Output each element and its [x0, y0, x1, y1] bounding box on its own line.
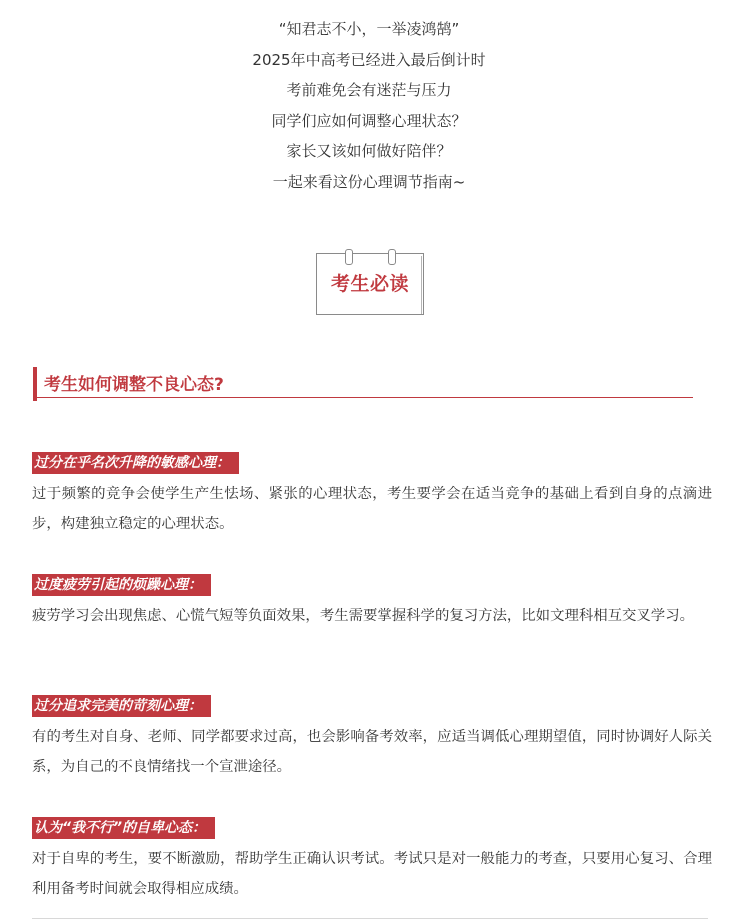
- binder-ring-icon: [345, 249, 353, 265]
- section-header: [33, 367, 693, 405]
- section-accent-bar: [33, 367, 37, 401]
- tip-body: 疲劳学习会出现焦虑、心慌气短等负面效果，考生需要掌握科学的复习方法，比如文理科相互交叉学习。: [32, 608, 694, 624]
- tip-item: [32, 574, 712, 631]
- intro-line: 同学们应如何调整心理状态？: [271, 111, 467, 130]
- section-title: 考生如何调整不良心态?: [44, 375, 224, 395]
- tip-item: [32, 817, 712, 904]
- tip-item: [32, 452, 712, 539]
- tip-body: 过于频繁的竞争会使学生产生怯场、紧张的心理状态，考生要学会在适当竞争的基础上看到自身的点滴进步，构建独立稳定的心理状态。: [32, 486, 712, 532]
- tip-tag: 过分追求完美的苛刻心理：: [32, 695, 211, 717]
- section-underline: [33, 397, 693, 398]
- tip-tag: 过度疲劳引起的烦躁心理：: [32, 574, 211, 596]
- intro-text: [0, 14, 738, 198]
- divider: [32, 918, 708, 919]
- intro-line: 家长又该如何做好陪伴？: [286, 142, 452, 161]
- binder-ring-icon: [388, 249, 396, 265]
- tip-item: [32, 695, 712, 782]
- badge-label: 考生必读: [330, 273, 409, 295]
- tip-body: 有的考生对自身、老师、同学都要求过高，也会影响备考效率，应适当调低心理期望值，同时协调好人际关系，为自己的不良情绪找一个宣泄途径。: [32, 729, 712, 775]
- tip-body: 对于自卑的考生，要不断激励，帮助学生正确认识考试。考试只是对一般能力的考查，只要用心复习、合理利用备考时间就会取得相应成绩。: [32, 851, 712, 897]
- intro-line: 2025年中高考已经进入最后倒计时: [252, 50, 486, 69]
- intro-line: 考前难免会有迷茫与压力: [286, 81, 452, 100]
- tip-tag: 过分在乎名次升降的敏感心理：: [32, 452, 239, 474]
- calendar-badge: [316, 249, 424, 317]
- intro-line: “知君志不小，一举凌鸿鹄”: [278, 20, 460, 38]
- intro-line: 一起来看这份心理调节指南~: [272, 172, 466, 191]
- tip-tag: 认为“我不行”的自卑心态：: [32, 817, 215, 839]
